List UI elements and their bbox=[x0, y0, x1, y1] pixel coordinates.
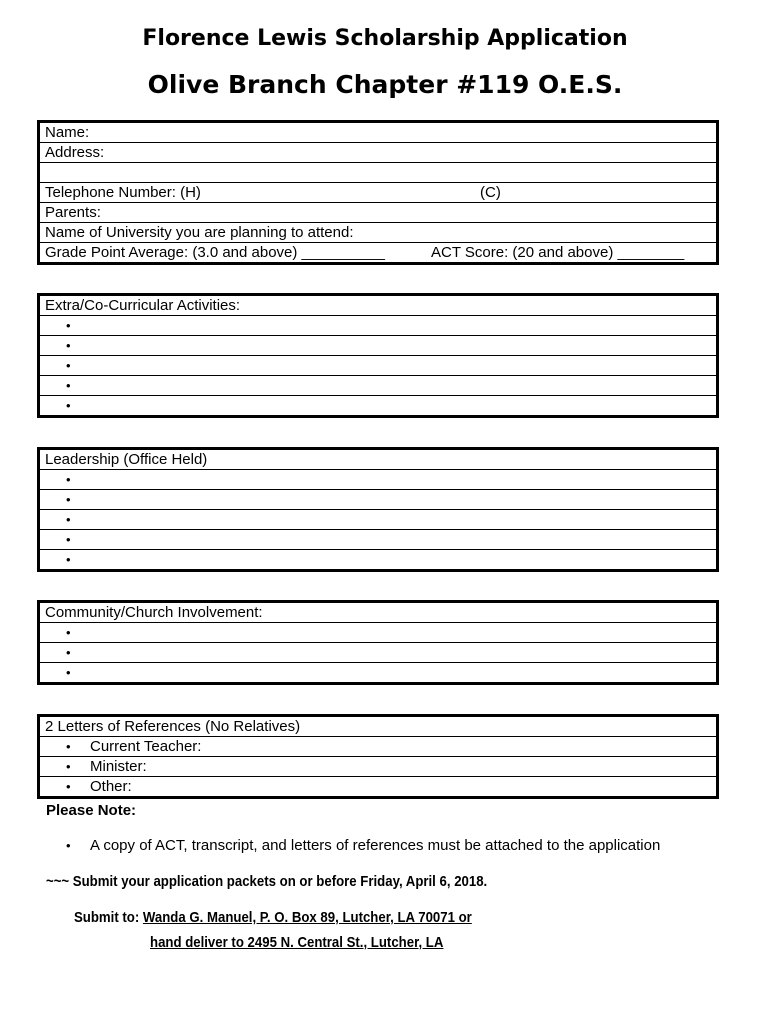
leadership-heading: Leadership (Office Held) bbox=[40, 450, 716, 470]
act-label: ACT Score: (20 and above) ________ bbox=[431, 244, 685, 261]
personal-info-box bbox=[37, 120, 719, 265]
leadership-item bbox=[40, 550, 716, 569]
leadership-item bbox=[40, 490, 716, 510]
leadership-item bbox=[40, 510, 716, 530]
form-title: Florence Lewis Scholarship Application bbox=[142, 26, 628, 51]
reference-other-label: Other: bbox=[90, 778, 132, 795]
activities-item bbox=[40, 316, 716, 336]
bullet-icon: • bbox=[66, 739, 71, 754]
reference-minister-label: Minister: bbox=[90, 758, 147, 775]
activities-box bbox=[37, 293, 719, 418]
bullet-icon: • bbox=[66, 472, 71, 487]
address-row bbox=[40, 143, 716, 163]
activities-item bbox=[40, 396, 716, 415]
community-heading: Community/Church Involvement: bbox=[40, 603, 716, 623]
community-item bbox=[40, 643, 716, 663]
university-row bbox=[40, 223, 716, 243]
parents-label: Parents: bbox=[45, 204, 101, 221]
university-label: Name of University you are planning to attend: bbox=[45, 224, 354, 241]
note-item bbox=[66, 837, 660, 854]
bullet-icon: • bbox=[66, 492, 71, 507]
activities-item bbox=[40, 376, 716, 396]
bullet-icon: • bbox=[66, 532, 71, 547]
references-box bbox=[37, 714, 719, 799]
bullet-icon: • bbox=[66, 338, 71, 353]
name-row bbox=[40, 123, 716, 143]
reference-minister bbox=[40, 757, 716, 777]
bullet-icon: • bbox=[66, 665, 71, 680]
telephone-cell-label: (C) bbox=[480, 184, 501, 201]
bullet-icon: • bbox=[66, 318, 71, 333]
bullet-icon: • bbox=[66, 512, 71, 527]
bullet-icon: • bbox=[66, 358, 71, 373]
reference-teacher-label: Current Teacher: bbox=[90, 738, 202, 755]
activities-heading: Extra/Co-Curricular Activities: bbox=[40, 296, 716, 316]
submit-label: Submit to: bbox=[74, 909, 143, 926]
bullet-icon: • bbox=[66, 398, 71, 413]
reference-other bbox=[40, 777, 716, 796]
gpa-label: Grade Point Average: (3.0 and above) __________ bbox=[45, 244, 385, 261]
address-line-2 bbox=[40, 163, 716, 183]
activities-item bbox=[40, 336, 716, 356]
gpa-act-row bbox=[40, 243, 716, 262]
note-item-text: A copy of ACT, transcript, and letters of references must be attached to the application bbox=[90, 837, 661, 854]
name-label: Name: bbox=[45, 124, 90, 141]
submit-address-line-1 bbox=[74, 909, 472, 926]
bullet-icon: • bbox=[66, 378, 71, 393]
submit-address-line-2: hand deliver to 2495 N. Central St., Lutcher, LA bbox=[150, 934, 444, 951]
submit-mailing-address: Wanda G. Manuel, P. O. Box 89, Lutcher, LA 70071 or bbox=[142, 909, 472, 926]
reference-teacher bbox=[40, 737, 716, 757]
community-item bbox=[40, 663, 716, 682]
deadline-text: ~~~ Submit your application packets on or before Friday, April 6, 2018. bbox=[46, 873, 488, 890]
bullet-icon: • bbox=[66, 625, 71, 640]
leadership-item bbox=[40, 470, 716, 490]
community-box bbox=[37, 600, 719, 685]
chapter-title: Olive Branch Chapter #119 O.E.S. bbox=[147, 70, 623, 99]
leadership-item bbox=[40, 530, 716, 550]
address-label: Address: bbox=[45, 144, 105, 161]
telephone-row bbox=[40, 183, 716, 203]
bullet-icon: • bbox=[66, 779, 71, 794]
references-heading: 2 Letters of References (No Relatives) bbox=[40, 717, 716, 737]
community-item bbox=[40, 623, 716, 643]
bullet-icon: • bbox=[66, 552, 71, 567]
bullet-icon: • bbox=[66, 645, 71, 660]
bullet-icon: • bbox=[66, 759, 71, 774]
parents-row bbox=[40, 203, 716, 223]
activities-item bbox=[40, 356, 716, 376]
leadership-box bbox=[37, 447, 719, 572]
bullet-icon: • bbox=[66, 838, 71, 853]
please-note-label: Please Note: bbox=[46, 802, 137, 819]
telephone-home-label: Telephone Number: (H) bbox=[45, 184, 201, 201]
